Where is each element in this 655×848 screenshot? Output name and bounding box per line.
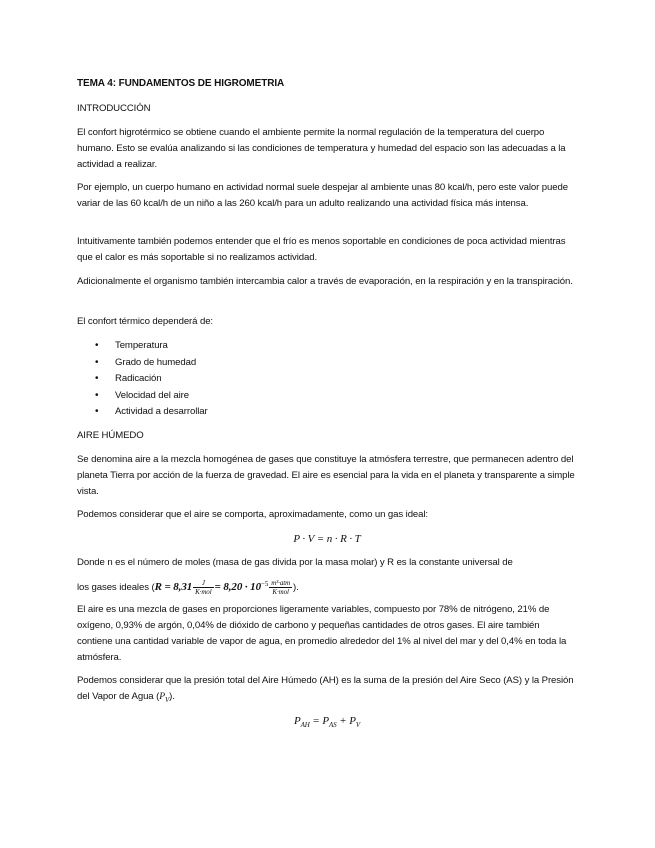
fraction-joule-unit: $\frac{J}{\text{K·mol}}$	[195, 579, 212, 597]
paragraph-confort-higrotermico: El confort higrotérmico se obtiene cuando el ambiente permite la normal regulación de la temperatura del cuerpo humano. Esto se evalúa analizando si las condiciones de temperatura y humedad del espacio son las adecuadas a la actividad a realizar.	[77, 127, 566, 170]
fraction-atm-unit: $\frac{\text{m³·atm}}{\text{K·mol}}$	[271, 579, 291, 597]
gas-constant-symbol: R = 8,31	[154, 581, 193, 594]
paragraph-composicion-aire: El aire es una mezcla de gases en proporciones ligeramente variables, compuesto por 78% de nitrógeno, 21% de oxígeno, 0,93% de argón, 0,04% de dióxido de carbono y pequeñas cantidades de otros gases. El aire también contiene una cantidad variable de vapor de agua, en promedio alrededor del 1% al nivel del mar y del 0,4% en toda la atmósfera.	[77, 604, 567, 663]
paragraph-definicion-aire: Se denomina aire a la mezcla homogénea de gases que constituye la atmósfera terrestre, que permanecen adentro del planeta Tierra por acción de la fuerza de gravedad. El aire es esencial para la vida en el planeta y transparente a simple vista.	[77, 454, 575, 497]
bullet-icon: •	[95, 356, 99, 368]
paragraph-intuitivamente: Intuitivamente también podemos entender que el frío es menos soportable en condiciones de poca actividad mientras que el calor es más soportable si no realizamos actividad.	[77, 236, 566, 263]
list-item: • Velocidad del aire	[77, 388, 208, 405]
bullet-icon: •	[95, 340, 99, 351]
bullet-icon: •	[95, 389, 99, 401]
paragraph-moles-line1: Donde n es el número de moles (masa de gas divida por la masa molar) y R es la constante universal de	[77, 557, 513, 568]
equation-ideal-gas: P · V = n · R · T	[293, 533, 361, 545]
exponent: −5	[260, 580, 269, 588]
bullet-icon: •	[95, 373, 99, 384]
list-item: • Temperatura	[77, 338, 208, 355]
list-item: • Actividad a desarrollar	[77, 404, 208, 421]
list-item: • Radicación	[77, 371, 208, 388]
paragraph-presion-total: Podemos considerar que la presión total del Aire Húmedo (AH) es la suma de la presión del Aire Seco (AS) y la Presión del Vapor de Agua $(P_V)$.	[77, 675, 574, 704]
document-title: TEMA 4: FUNDAMENTOS DE HIGROMETRIA	[77, 78, 285, 89]
bullet-icon: •	[95, 406, 99, 417]
factor-list	[77, 338, 208, 421]
list-item: • Grado de humedad	[77, 355, 208, 372]
paragraph-moles-line2: los gases ideales (R = 8,31 $\frac{J}{\text{K·mol}}$ = $8,20 \cdot 10^{-5}$ $\frac{\text{m³·atm}}{\text{K·mol}}$ ).	[77, 579, 299, 597]
section-heading-introduccion: INTRODUCCIÓN	[77, 103, 151, 114]
section-heading-aire-humedo: AIRE HÚMEDO	[77, 430, 144, 441]
paragraph-confort-termico: El confort térmico dependerá de:	[77, 316, 213, 327]
paragraph-adicionalmente: Adicionalmente el organismo también intercambia calor a través de evaporación, en la respiración y en la transpiración.	[77, 276, 573, 287]
paragraph-ejemplo: Por ejemplo, un cuerpo humano en actividad normal suele despejar al ambiente unas 80 kcal/h, pero este valor puede variar de las 60 kcal/h de un niño a las 260 kcal/h para un adulto realizando una actividad física más intensa.	[77, 182, 568, 209]
paragraph-gas-ideal: Podemos considerar que el aire se comporta, aproximadamente, como un gas ideal:	[77, 509, 428, 520]
equation-pressure-sum: $P_{AH} = P_{AS} + P_V$	[293, 715, 361, 730]
